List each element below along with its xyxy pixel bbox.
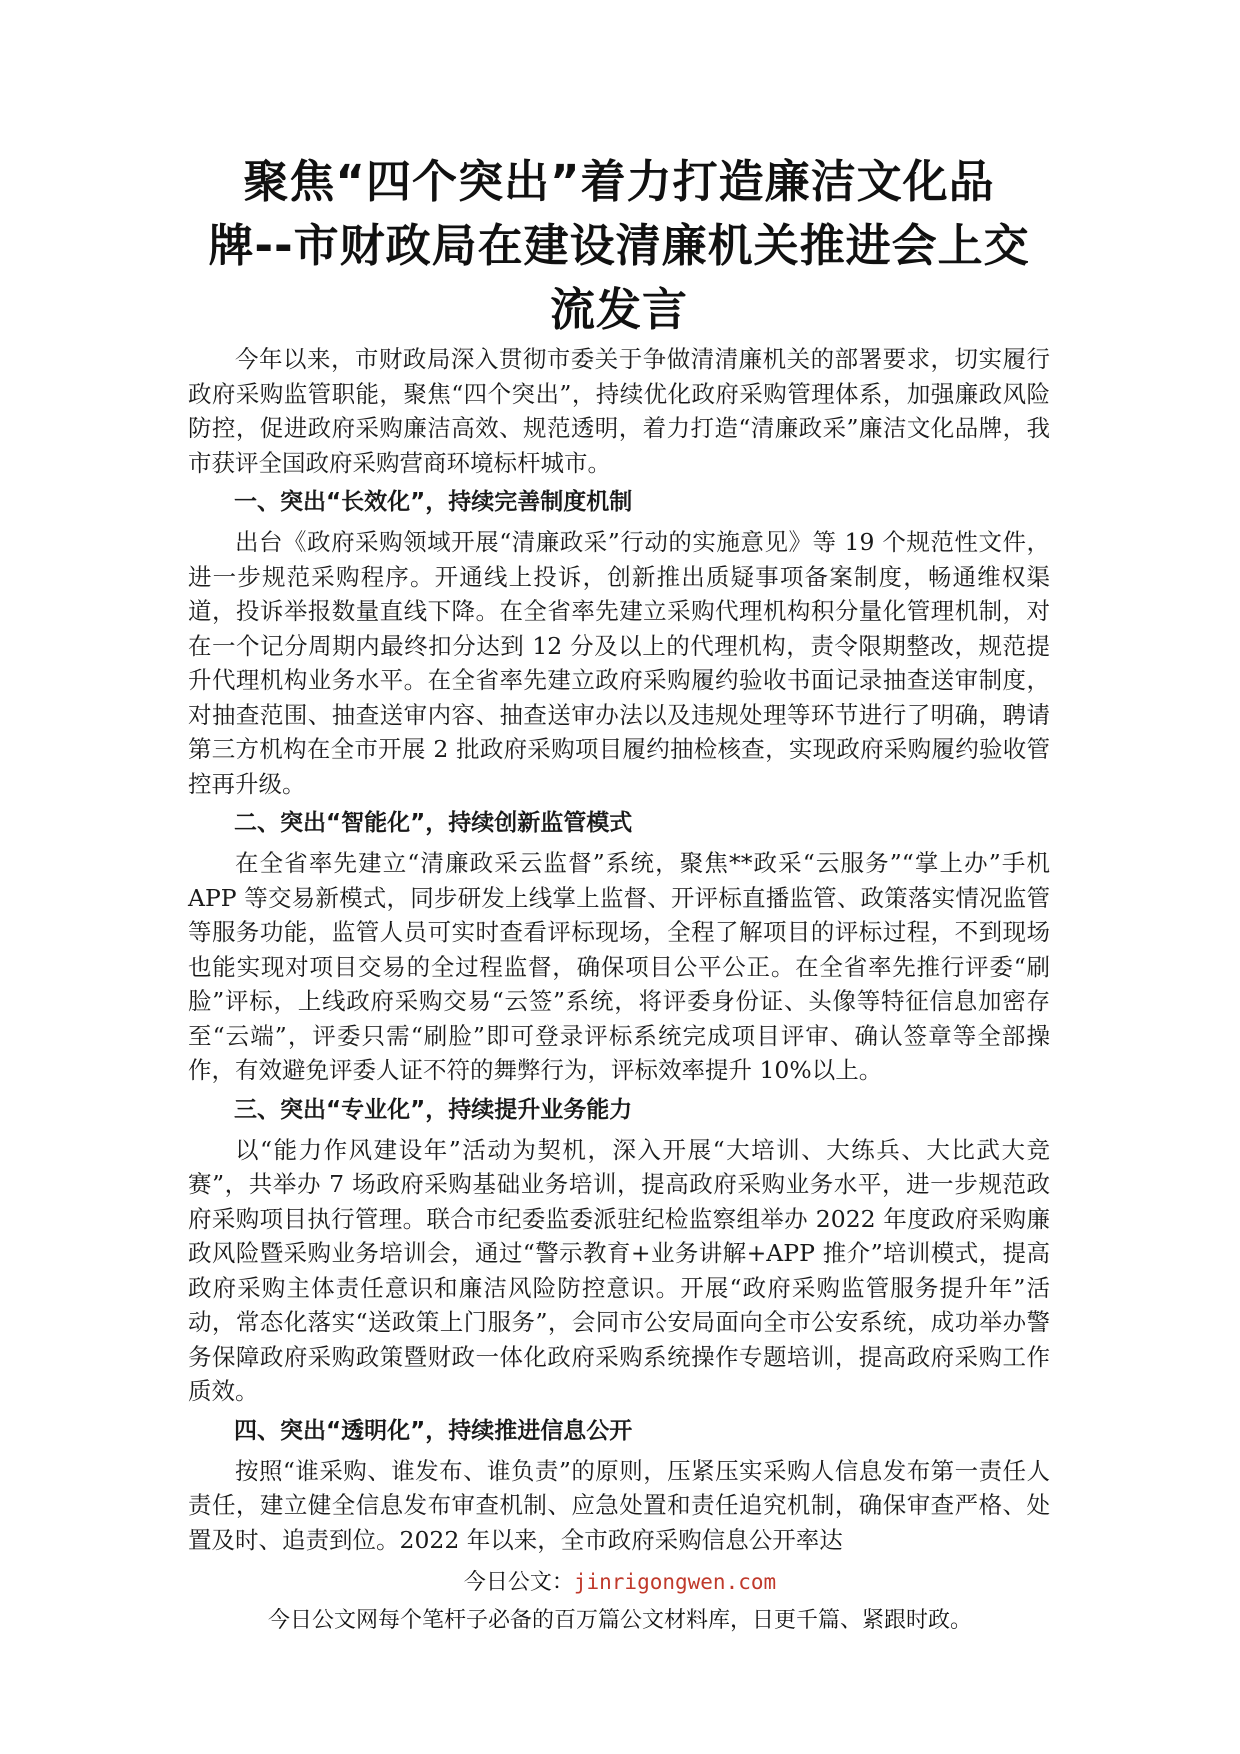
title-line-1: 聚焦“四个突出”着力打造廉洁文化品 bbox=[243, 155, 995, 208]
footer-site-link[interactable]: jinrigongwen.com bbox=[573, 1570, 777, 1594]
document-page bbox=[188, 150, 1050, 1557]
section-4-heading: 四、突出“透明化”，持续推进信息公开 bbox=[234, 1417, 633, 1444]
section-1-heading: 一、突出“长效化”，持续完善制度机制 bbox=[234, 489, 633, 515]
document-title bbox=[188, 150, 1050, 342]
section-3-body: 以“能力作风建设年”活动为契机，深入开展“大培训、大练兵、大比武大竞赛”，共举办 7 场政府采购基础业务培训，提高政府采购业务水平，进一步规范政府采购项目执行管理。联合市纪委监委派驻纪检监察组举办 2022 年度政府采购廉政风险暨采购业务培训会，通过“警示教育+业务讲解+APP 推介”培训模式，提高政府采购主体责任意识和廉洁风险防控意识。开展“政府采购监管服务提升年”活动，常态化落实“送政策上门服务”，会同市公安局面向全市公安系统，成功举办警务保障政府采购政策暨财政一体化政府采购系统操作专题培训，提高政府采购工作质效。 bbox=[188, 1135, 1050, 1405]
section-4-body: 按照“谁采购、谁发布、谁负责”的原则，压紧压实采购人信息发布第一责任人责任，建立健全信息发布审查机制、应急处置和责任追究机制，确保审查严格、处置及时、追责到位。2022 年以来，全市政府采购信息公开率达 bbox=[188, 1456, 1050, 1554]
site-footer bbox=[0, 1566, 1240, 1637]
title-line-2: 牌--市财政局在建设清廉机关推进会上交 bbox=[208, 219, 1030, 272]
section-2-body: 在全省率先建立“清廉政采云监督”系统，聚焦**政采“云服务”“掌上办”手机 APP 等交易新模式，同步研发上线掌上监督、开评标直播监管、政策落实情况监管等服务功能，监管人员可实时查看评标现场，全程了解项目的评标过程，不到现场也能实现对项目交易的全过程监督，确保项目公平公正。在全省率先推行评委“刷脸”评标，上线政府采购交易“云签”系统，将评委身份证、头像等特征信息加密存至“云端”，评委只需“刷脸”即可登录评标系统完成项目评审、确认签章等全部操作，有效避免评委人证不符的舞弊行为，评标效率提升 10%以上。 bbox=[188, 849, 1050, 1084]
section-2-heading: 二、突出“智能化”，持续创新监管模式 bbox=[234, 810, 633, 836]
section-3-heading: 三、突出“专业化”，持续提升业务能力 bbox=[234, 1096, 633, 1123]
section-1-body: 出台《政府采购领域开展“清廉政采”行动的实施意见》等 19 个规范性文件，进一步规范采购程序。开通线上投诉，创新推出质疑事项备案制度，畅通维权渠道，投诉举报数量直线下降。在全省率先建立采购代理机构积分量化管理机制，对在一个记分周期内最终扣分达到 12 分及以上的代理机构，责令限期整改，规范提升代理机构业务水平。在全省率先建立政府采购履约验收书面记录抽查送审制度，对抽查范围、抽查送审内容、抽查送审办法以及违规处理等环节进行了明确，聘请第三方机构在全市开展 2 批政府采购项目履约抽检核查，实现政府采购履约验收管控再升级。 bbox=[188, 528, 1050, 798]
footer-site-label: 今日公文： bbox=[463, 1570, 574, 1595]
intro-paragraph: 今年以来，市财政局深入贯彻市委关于争做清清廉机关的部署要求，切实履行政府采购监管职能，聚焦“四个突出”，持续优化政府采购管理体系，加强廉政风险防控，促进政府采购廉洁高效、规范透明，着力打造“清廉政采”廉洁文化品牌，我市获评全国政府采购营商环境标杆城市。 bbox=[188, 345, 1050, 477]
footer-site-line bbox=[0, 1566, 1240, 1599]
footer-slogan: 今日公文网每个笔杆子必备的百万篇公文材料库，日更千篇、紧跟时政。 bbox=[267, 1608, 972, 1633]
title-line-3: 流发言 bbox=[549, 283, 688, 336]
